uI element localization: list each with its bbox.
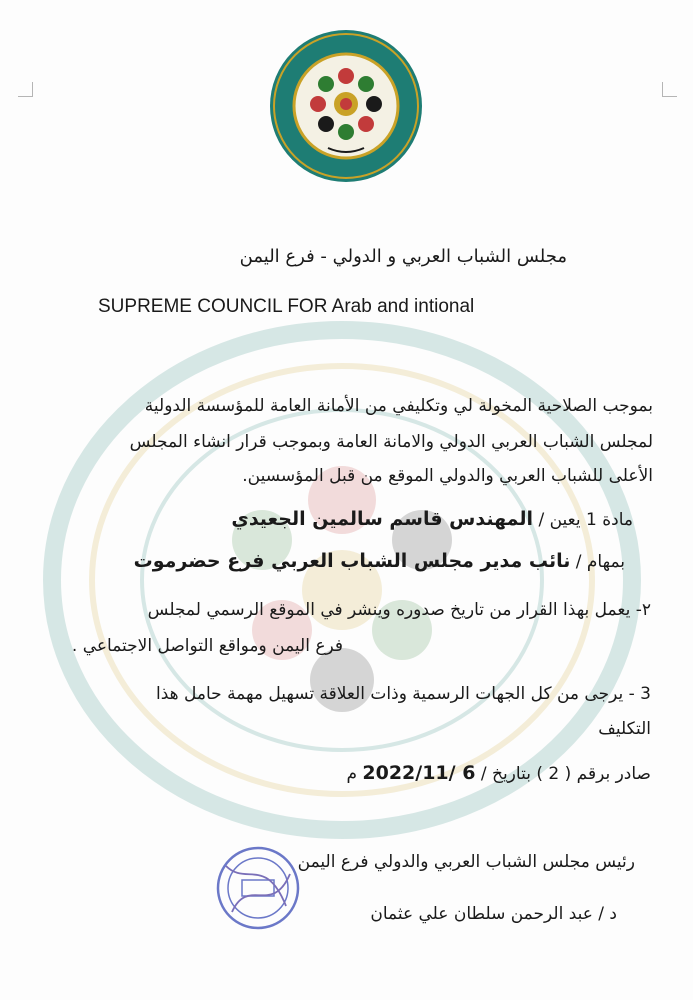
signatory-name: د / عبد الرحمن سلطان علي عثمان: [370, 904, 617, 924]
issuance-suffix: م: [346, 764, 357, 784]
header-english-title: SUPREME COUNCIL FOR Arab and intional: [98, 296, 475, 317]
appointee-name: المهندس قاسم سالمين الجعيدي: [231, 508, 534, 530]
council-logo: [268, 28, 424, 184]
issuance-line: [346, 762, 651, 784]
preamble-line: بموجب الصلاحية المخولة لي وتكليفي من الأمانة العامة للمؤسسة الدولية: [144, 396, 653, 416]
appointee-role: نائب مدير مجلس الشباب العربي فرع حضرموت: [133, 550, 571, 572]
article-1-role-prefix: بمهام /: [575, 552, 625, 572]
article-2-line: فرع اليمن ومواقع التواصل الاجتماعي .: [71, 636, 343, 656]
preamble-line: الأعلى للشباب العربي والدولي الموقع من قبل المؤسسين.: [242, 466, 653, 486]
official-stamp: [216, 846, 300, 930]
article-1-role: [134, 550, 625, 572]
preamble-line: لمجلس الشباب العربي الدولي والامانة العامة وبموجب قرار انشاء المجلس: [129, 432, 653, 452]
article-2-line: ٢- يعمل بهذا القرار من تاريخ صدوره وينشر في الموقع الرسمي لمجلس: [147, 600, 651, 620]
page-corner-mark-right: [662, 82, 677, 97]
header-arabic-title: مجلس الشباب العربي و الدولي - فرع اليمن: [239, 246, 567, 267]
issuance-date: 2022/11/ 6: [362, 762, 476, 784]
signatory-title: رئيس مجلس الشباب العربي والدولي فرع اليمن: [297, 852, 635, 872]
page-corner-mark-left: [18, 82, 33, 97]
issuance-prefix: صادر برقم ( 2 ) بتاريخ /: [480, 764, 651, 784]
article-1-prefix: مادة 1 يعين /: [538, 510, 633, 530]
article-3-line: 3 - يرجى من كل الجهات الرسمية وذات العلاقة تسهيل مهمة حامل هذا: [155, 684, 651, 704]
article-1-appointment: [231, 508, 633, 530]
article-3-line: التكليف: [598, 719, 651, 739]
